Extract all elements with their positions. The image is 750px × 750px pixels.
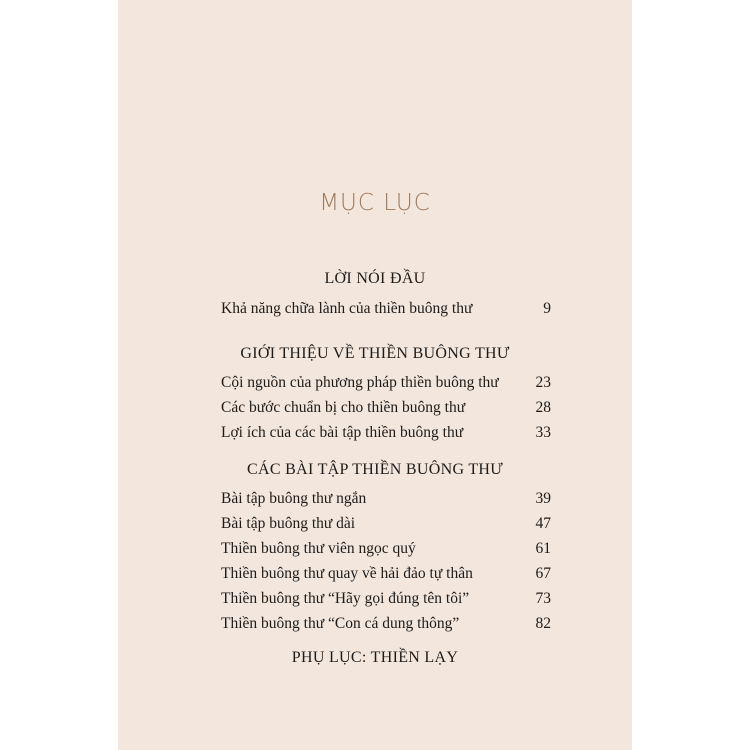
toc-entry-page: 28 bbox=[535, 399, 551, 416]
toc-entry bbox=[221, 515, 551, 535]
toc-entry bbox=[221, 399, 551, 419]
toc-entry-title: Bài tập buông thư ngắn bbox=[221, 490, 367, 507]
toc-entry-title: Khả năng chữa lành của thiền buông thư bbox=[221, 300, 473, 317]
toc-entry-title: Lợi ích của các bài tập thiền buông thư bbox=[221, 424, 464, 441]
toc-entry bbox=[221, 490, 551, 510]
toc-entry-title: Bài tập buông thư dài bbox=[221, 515, 356, 532]
section-heading-foreword: LỜI NÓI ĐẦU bbox=[324, 270, 426, 287]
page-title: MỤC LỤC bbox=[319, 190, 431, 216]
toc-entry-page: 67 bbox=[535, 565, 551, 582]
toc-entry-page: 9 bbox=[543, 300, 551, 317]
toc-entry-page: 47 bbox=[535, 515, 551, 532]
toc-entry bbox=[221, 565, 551, 585]
toc-entry-page: 82 bbox=[535, 615, 551, 632]
toc-entry bbox=[221, 540, 551, 560]
toc-entry-title: Thiền buông thư viên ngọc quý bbox=[221, 540, 416, 557]
toc-entry bbox=[221, 615, 551, 635]
toc-entry bbox=[221, 300, 551, 320]
section-heading-introduction: GIỚI THIỆU VỀ THIỀN BUÔNG THƯ bbox=[240, 345, 510, 362]
section-heading-appendix: PHỤ LỤC: THIỀN LẠY bbox=[291, 649, 459, 666]
toc-entry-title: Các bước chuẩn bị cho thiền buông thư bbox=[221, 399, 466, 416]
book-page bbox=[118, 0, 632, 750]
toc-entry-title: Thiền buông thư “Hãy gọi đúng tên tôi” bbox=[221, 590, 470, 607]
toc-entry bbox=[221, 590, 551, 610]
toc-entry-page: 33 bbox=[535, 424, 551, 441]
section-heading-exercises: CÁC BÀI TẬP THIỀN BUÔNG THƯ bbox=[247, 461, 503, 478]
toc-entry-page: 61 bbox=[535, 540, 551, 557]
toc-entry bbox=[221, 374, 551, 394]
toc-entry-page: 23 bbox=[535, 374, 551, 391]
toc-entry-page: 39 bbox=[535, 490, 551, 507]
toc-entry-title: Thiền buông thư “Con cá dung thông” bbox=[221, 615, 460, 632]
toc-entry-page: 73 bbox=[535, 590, 551, 607]
toc-entry bbox=[221, 424, 551, 444]
toc-entry-title: Cội nguồn của phương pháp thiền buông thư bbox=[221, 374, 499, 391]
toc-entry-title: Thiền buông thư quay về hải đảo tự thân bbox=[221, 565, 473, 582]
